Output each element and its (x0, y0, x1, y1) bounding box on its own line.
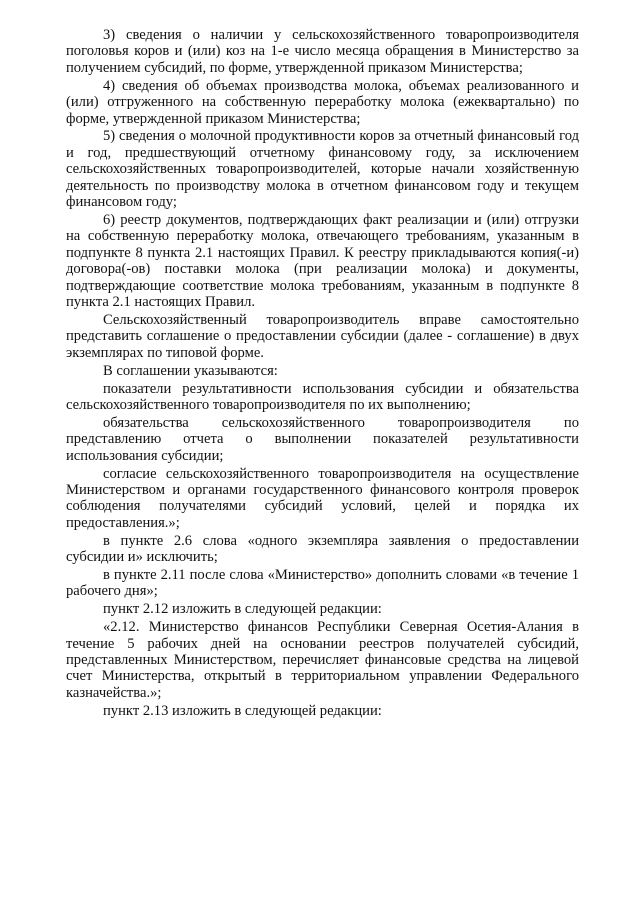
paragraph-indicators: показатели результативности использования субсидии и обязательства сельскохозяйственного товаропроизводителя по их выполнению; (66, 380, 579, 413)
paragraph-item-2-12-intro: пункт 2.12 изложить в следующей редакции: (103, 601, 382, 618)
paragraph-agreement-right: Сельскохозяйственный товаропроизводитель вправе самостоятельно представить соглашение о предоставлении субсидии (далее - соглашение) в двух экземплярах по типовой форме. (66, 311, 579, 361)
paragraph-agreement-includes: В соглашении указываются: (103, 362, 278, 379)
paragraph-obligations: обязательства сельскохозяйственного товаропроизводителя по представлению отчета о выполнении показателей результативности использования субсидии; (66, 414, 579, 464)
paragraph-item-4: 4) сведения об объемах производства молока, объемах реализованного и (или) отгруженного на собственную переработку молока (ежеквартально) по форме, утвержденной приказом Министерства; (66, 77, 579, 127)
paragraph-item-5: 5) сведения о молочной продуктивности коров за отчетный финансовый год и год, предшествующий отчетному финансовому году, за исключением сельскохозяйственных товаропроизводителей, которые начали хозяйственную деятельность по производству молока в отчетном финансовом году и текущем финансовом году; (66, 128, 579, 211)
paragraph-consent: согласие сельскохозяйственного товаропроизводителя на осуществление Министерством и органами государственного финансового контроля проверок соблюдения получателями субсидий условий, целей и порядка их предоставления.»; (66, 465, 579, 531)
paragraph-item-2-12-text: «2.12. Министерство финансов Республики Северная Осетия-Алания в течение 5 рабочих дней на основании реестров получателей субсидий, представленных Министерством, перечисляет финансовые средства на лицевой счет Министерства, открытый в территориальном управлении Федерального казначейства.»; (66, 619, 579, 701)
paragraph-item-2-13-intro: пункт 2.13 изложить в следующей редакции: (103, 702, 382, 719)
document-body (66, 27, 579, 721)
paragraph-item-2-11: в пункте 2.11 после слова «Министерство» дополнить словами «в течение 1 рабочего дня»; (66, 567, 579, 600)
paragraph-item-3: 3) сведения о наличии у сельскохозяйственного товаропроизводителя поголовья коров и (или) коз на 1-е число месяца обращения в Министерство за получением субсидий, по форме, утвержденной приказом Министерства; (66, 27, 579, 76)
paragraph-item-6: 6) реестр документов, подтверждающих факт реализации и (или) отгрузки на собственную переработку молока, отвечающего требованиям, указанным в подпункте 8 пункта 2.1 настоящих Правил. К реестру прикладываются копия(-и) договора(-ов) поставки молока (при реализации молока) и документы, подтверждающие соответствие молока требованиям, указанным в подпункте 8 пункта 2.1 настоящих Правил. (66, 211, 579, 310)
paragraph-item-2-6: в пункте 2.6 слова «одного экземпляра заявления о предоставлении субсидии и» исключить; (66, 532, 579, 566)
